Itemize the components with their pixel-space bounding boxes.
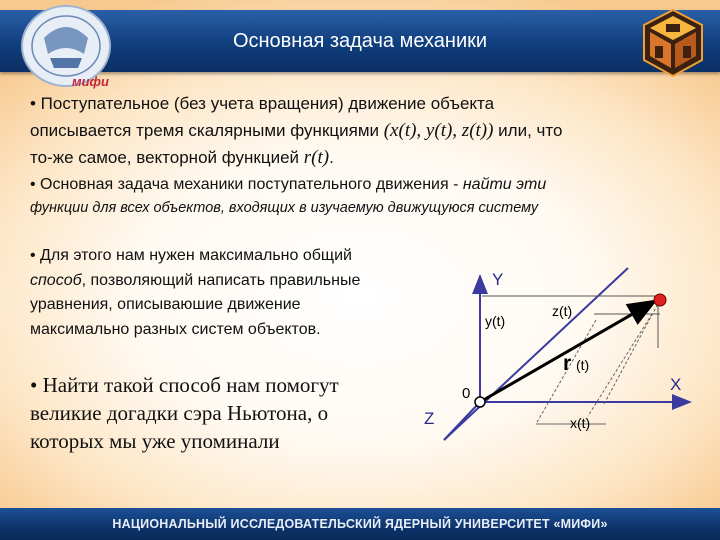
bullet1-line3a: то-же самое, векторной функцией: [30, 148, 304, 167]
x-axis-label: X: [670, 375, 682, 394]
yt-label: y(t): [485, 313, 506, 329]
origin-point: [475, 397, 485, 407]
r-t-label: (t): [576, 357, 590, 373]
bullet3-text-b: , позволяющий написать правильные уравнения, описываюшие движение максимально разных систем объектов.: [30, 271, 361, 338]
zt-label: z(t): [552, 303, 573, 319]
z-axis-label: Z: [424, 409, 435, 428]
slide-title: Основная задача механики: [232, 30, 488, 52]
logo-text: мифи: [72, 74, 110, 89]
bullet2-italic-2: функции для всех объектов, входящих в изучаемую движущуюся систему: [30, 200, 539, 216]
bullet1-line1: • Поступательное (без учета вращения) движение объекта: [30, 94, 495, 113]
bullet1-line2b: или, что: [493, 121, 563, 140]
bullet2-text: • Основная задача механики поступательного движения -: [30, 176, 463, 193]
bullet1-line3b: .: [329, 148, 334, 167]
bullet1-functions-math: (x(t), y(t), z(t)): [383, 120, 494, 141]
object-point: [654, 294, 666, 306]
origin-label: 0: [462, 385, 471, 402]
bullet3-italic: способ: [30, 271, 82, 289]
projection-diag2: [588, 314, 652, 416]
r-label: r: [563, 352, 572, 375]
bullet1-line2a: описывается тремя скалярными функциями: [30, 121, 384, 140]
diagonal-line: [444, 268, 628, 440]
y-axis-label: Y: [492, 270, 504, 289]
bullet1-vector-math: r(t): [303, 147, 330, 168]
xt-label: x(t): [570, 415, 591, 431]
footer-university: НАЦИОНАЛЬНЫЙ ИССЛЕДОВАТЕЛЬСКИЙ ЯДЕРНЫЙ УНИВЕРСИТЕТ «МИФИ»: [112, 517, 608, 531]
bullet3-text-a: • Для этого нам нужен максимально общий: [30, 247, 352, 264]
bullet-newton: • Найти такой способ нам помогут великие догадки сэра Ньютона, о которых мы уже упоминали: [30, 373, 339, 453]
bullet2-italic-1: найти эти: [462, 176, 547, 193]
